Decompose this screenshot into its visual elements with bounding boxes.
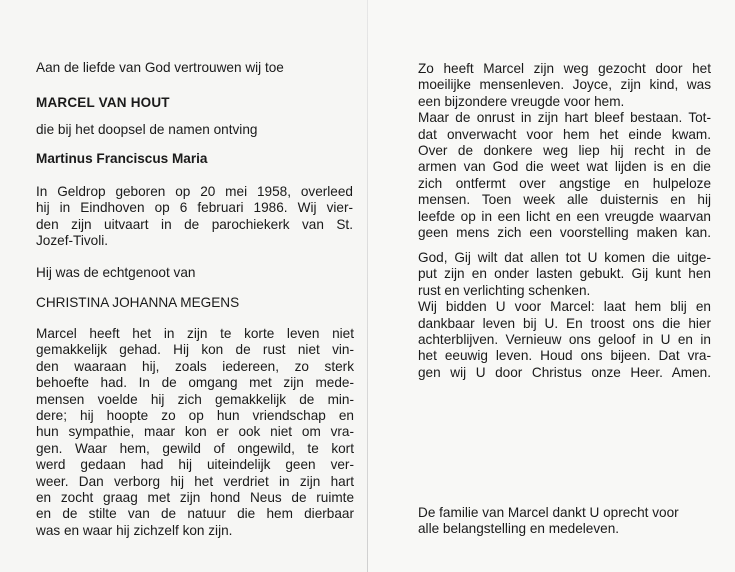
prayer-line: put zijn en onder lasten gebukt. Gij kunt hen [418,266,711,282]
story-line: geen mens zich een voorstelling maken kan. [418,225,711,241]
intro-line: Aan de liefde van God vertrouwen wij toe [36,60,284,75]
story-line: dat onverwacht voor hem het einde kwam. [418,126,711,142]
deceased-name-text: MARCEL VAN HOUT [36,95,170,110]
bio-line: In Geldrop geboren op 20 mei 1958, overleed [36,184,353,199]
bio-line: den zijn uitvaart in de parochiekerk van St. [36,216,353,232]
life-line: den waaraan hij, zoals iedereen, zo sterk [36,358,354,374]
thanks-line: De familie van Marcel dankt U oprecht voor [418,505,679,520]
bio-line: Jozef-Tivoli. [36,233,109,249]
life-line: dere; hij hoopte zo op hun vriendschap en [36,408,354,424]
story-line: Over de donkere weg liep hij recht in de [418,143,711,159]
story-paragraph [418,61,711,241]
baptism-names [36,151,336,167]
spouse-name [36,295,336,311]
prayer-paragraph [418,250,711,381]
story-line: een bijzondere vreugde voor hem. [418,93,625,109]
life-line: en de stilte van de natuur die hem dierbaar [36,506,354,522]
story-line: mensen. Toen week alle duisternis en hij [418,192,711,208]
baptism-intro [36,122,336,138]
prayer-line: rust en verlichting schenken. [418,282,591,298]
bio-line: hij in Eindhoven op 6 februari 1986. Wij vier- [36,200,353,216]
thanks-paragraph [418,505,711,538]
intro-text [36,60,336,76]
story-line: Zo heeft Marcel zijn weg gezocht door het [418,61,711,76]
life-line: Marcel heeft het in zijn te korte leven niet [36,326,354,341]
baptism-names-text: Martinus Franciscus Maria [36,151,208,166]
story-line: Maar de onrust in zijn hart bleef bestaan. Tot- [418,110,711,126]
life-line: weer. Dan verborg hij het verdriet in zijn hart [36,473,354,489]
life-line: mensen voelde hij zich gemakkelijk de min- [36,391,354,407]
prayer-line: gen wij U door Christus onze Heer. Amen. [418,364,711,380]
story-line: armen van God die weet wat lijden is en die [418,159,711,175]
life-line: hun sympathie, maar kon er ook niet om vra- [36,424,354,440]
story-line: zich ontfermt over angstige en hulpeloze [418,175,711,191]
life-line: en zocht graag met zijn hond Neus de ruimte [36,490,354,506]
prayer-line: dankbaar leven bij U. En troost ons die hier [418,315,711,331]
life-line: gen. Waar hem, gewild of ongewild, te kort [36,440,354,456]
story-line: leefde op in een licht en een vreugde waarvan [418,208,711,224]
life-line: was en waar hij zichzelf kon zijn. [36,522,233,538]
thanks-line: alle belangstelling en medeleven. [418,521,620,537]
baptism-line: die bij het doopsel de namen ontving [36,122,258,137]
story-line: moeilijke mensenleven. Joyce, zijn kind, was [418,77,711,93]
bio-paragraph [36,184,353,250]
deceased-name [36,95,336,111]
prayer-line: Wij bidden U voor Marcel: laat hem blij en [418,299,711,315]
life-line: gemakkelijk gehad. Hij kon de rust niet vin- [36,342,354,358]
prayer-line: achterblijven. Vernieuw ons geloof in U en in [418,332,711,348]
spouse-line: Hij was de echtgenoot van [36,265,196,280]
spouse-name-text: CHRISTINA JOHANNA MEGENS [36,295,240,310]
life-line: werd gedaan had hij uiteindelijk geen ver- [36,457,354,473]
life-paragraph [36,326,354,539]
life-line: behoefte had. In de omgang met zijn mede- [36,375,354,391]
prayer-line: het eeuwig leven. Houd ons bijeen. Dat vra- [418,348,711,364]
prayer-line: God, Gij wilt dat allen tot U komen die uitge- [418,250,711,265]
card-fold [367,0,368,572]
spouse-intro [36,265,336,281]
